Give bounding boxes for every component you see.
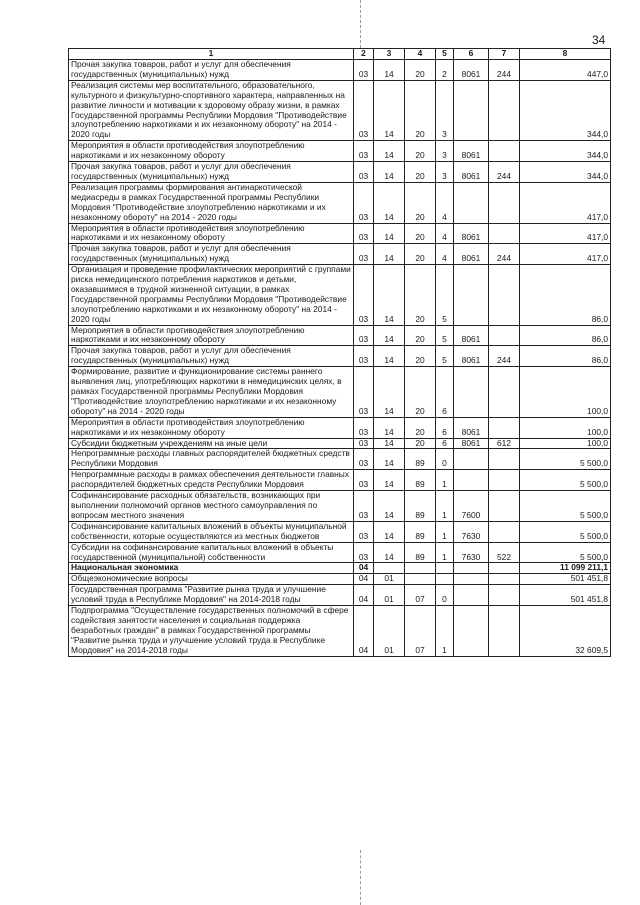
expense-type-cell: [489, 563, 520, 574]
row-name-cell: Мероприятия в области противодействия злоупотреблению наркотиками и их незаконному обороту: [69, 417, 354, 438]
subsection-cell: 14: [374, 470, 405, 491]
direction-cell: [454, 449, 489, 470]
expense-type-cell: [489, 223, 520, 244]
table-row: [69, 223, 611, 244]
subsection-cell: 14: [374, 325, 405, 346]
direction-cell: 8061: [454, 417, 489, 438]
table-row: [69, 491, 611, 522]
section-cell: 03: [354, 265, 374, 325]
row-name-cell: Софинансирование капитальных вложений в объекты муниципальной собственности, которые осуществляются из местных бюджетов: [69, 521, 354, 542]
subsection-cell: 01: [374, 574, 405, 585]
subprogram-cell: 3: [436, 80, 454, 140]
subsection-cell: [374, 563, 405, 574]
row-name-cell: Мероприятия в области противодействия злоупотреблению наркотиками и их незаконному обороту: [69, 141, 354, 162]
subprogram-cell: 2: [436, 60, 454, 81]
subprogram-cell: 6: [436, 417, 454, 438]
subprogram-cell: [436, 574, 454, 585]
subprogram-cell: 5: [436, 265, 454, 325]
subsection-cell: 14: [374, 223, 405, 244]
direction-cell: 8061: [454, 60, 489, 81]
subsection-cell: 14: [374, 438, 405, 449]
table-row: [69, 438, 611, 449]
table-row: [69, 346, 611, 367]
program-cell: 07: [405, 606, 436, 657]
amount-cell: 344,0: [520, 141, 611, 162]
amount-cell: 5 500,0: [520, 491, 611, 522]
row-name-cell: Подпрограмма "Осуществление государственных полномочий в сфере содействия занятости населения и социальная поддержка безработных граждан" в рамках Государственной программы "Развитие рынка труда и улучшение условий труда в Республике Мордовия" на 2014-2018 годы: [69, 606, 354, 657]
amount-cell: 417,0: [520, 182, 611, 223]
program-cell: 89: [405, 470, 436, 491]
row-name-cell: Прочая закупка товаров, работ и услуг для обеспечения государственных (муниципальных) нужд: [69, 244, 354, 265]
subsection-cell: 14: [374, 182, 405, 223]
program-cell: 07: [405, 585, 436, 606]
subprogram-cell: 1: [436, 521, 454, 542]
row-name-cell: Формирование, развитие и функционирование системы раннего выявления лиц, употребляющих наркотики в немедицинских целях, в рамках Государственной программы Республики Мордовия "Противодействие злоупотреблению наркотиками и их незаконному обороту" на 2014 - 2020 годы: [69, 367, 354, 418]
amount-cell: 86,0: [520, 265, 611, 325]
section-cell: 03: [354, 244, 374, 265]
expense-type-cell: [489, 574, 520, 585]
table-row: [69, 80, 611, 140]
table-row: [69, 367, 611, 418]
subprogram-cell: 4: [436, 182, 454, 223]
direction-cell: 8061: [454, 325, 489, 346]
amount-cell: 86,0: [520, 346, 611, 367]
subprogram-cell: 1: [436, 606, 454, 657]
expense-type-cell: 244: [489, 60, 520, 81]
row-name-cell: Прочая закупка товаров, работ и услуг для обеспечения государственных (муниципальных) нужд: [69, 346, 354, 367]
direction-cell: [454, 80, 489, 140]
program-cell: 20: [405, 244, 436, 265]
direction-cell: 7630: [454, 521, 489, 542]
direction-cell: [454, 574, 489, 585]
program-cell: 20: [405, 223, 436, 244]
expense-type-cell: 244: [489, 162, 520, 183]
program-cell: 89: [405, 521, 436, 542]
amount-cell: 32 609,5: [520, 606, 611, 657]
amount-cell: 417,0: [520, 244, 611, 265]
program-cell: [405, 563, 436, 574]
subsection-cell: 14: [374, 491, 405, 522]
subsection-cell: 14: [374, 521, 405, 542]
subprogram-cell: 1: [436, 542, 454, 563]
expense-type-cell: [489, 417, 520, 438]
table-row: [69, 585, 611, 606]
subsection-cell: 01: [374, 606, 405, 657]
section-cell: 03: [354, 367, 374, 418]
row-name-cell: Реализация программы формирования антинаркотической медиасреды в рамках Государственной программы Республики Мордовия "Противодействие злоупотреблению наркотиками и их незаконному обороту" на 2014 - 2020 годы: [69, 182, 354, 223]
row-name-cell: Реализация системы мер воспитательного, образовательного, культурного и физкультурно-спортивного характера, направленных на развитие личности и мотивации к здоровому образу жизни, в рамках Государственной программы Республики Мордовия "Противодействие злоупотреблению наркотиками и их незаконному обороту" на 2014 - 2020 годы: [69, 80, 354, 140]
subsection-cell: 01: [374, 585, 405, 606]
expense-type-cell: [489, 470, 520, 491]
subsection-cell: 14: [374, 346, 405, 367]
subprogram-cell: 5: [436, 325, 454, 346]
subprogram-cell: 5: [436, 346, 454, 367]
expense-type-cell: [489, 265, 520, 325]
section-cell: 03: [354, 325, 374, 346]
amount-cell: 447,0: [520, 60, 611, 81]
section-cell: 03: [354, 491, 374, 522]
section-cell: 03: [354, 417, 374, 438]
program-cell: 20: [405, 60, 436, 81]
amount-cell: 100,0: [520, 417, 611, 438]
program-cell: 20: [405, 80, 436, 140]
amount-cell: 417,0: [520, 223, 611, 244]
subprogram-cell: 1: [436, 470, 454, 491]
program-cell: 20: [405, 141, 436, 162]
direction-cell: 8061: [454, 141, 489, 162]
budget-table: [68, 48, 611, 657]
program-cell: 20: [405, 265, 436, 325]
subprogram-cell: 6: [436, 367, 454, 418]
direction-cell: 8061: [454, 244, 489, 265]
col-header-6: 6: [454, 49, 489, 60]
subprogram-cell: 4: [436, 244, 454, 265]
subsection-cell: 14: [374, 542, 405, 563]
subsection-cell: 14: [374, 80, 405, 140]
program-cell: 20: [405, 417, 436, 438]
subprogram-cell: 3: [436, 162, 454, 183]
table-row: [69, 244, 611, 265]
row-name-cell: Прочая закупка товаров, работ и услуг для обеспечения государственных (муниципальных) нужд: [69, 162, 354, 183]
subsection-cell: 14: [374, 60, 405, 81]
amount-cell: 11 099 211,1: [520, 563, 611, 574]
section-cell: 03: [354, 346, 374, 367]
direction-cell: [454, 367, 489, 418]
subprogram-cell: 0: [436, 449, 454, 470]
program-cell: 20: [405, 325, 436, 346]
row-name-cell: Софинансирование расходных обязательств, возникающих при выполнении полномочий органов местного самоуправления по вопросам местного значения: [69, 491, 354, 522]
expense-type-cell: [489, 585, 520, 606]
table-row: [69, 141, 611, 162]
table-row: [69, 574, 611, 585]
section-cell: 03: [354, 542, 374, 563]
table-row: [69, 449, 611, 470]
section-cell: 04: [354, 606, 374, 657]
section-cell: 03: [354, 141, 374, 162]
subprogram-cell: 3: [436, 141, 454, 162]
table-row: [69, 417, 611, 438]
section-cell: 03: [354, 80, 374, 140]
row-name-cell: Мероприятия в области противодействия злоупотреблению наркотиками и их незаконному обороту: [69, 325, 354, 346]
program-cell: 89: [405, 449, 436, 470]
expense-type-cell: 522: [489, 542, 520, 563]
direction-cell: [454, 265, 489, 325]
expense-type-cell: [489, 325, 520, 346]
program-cell: 20: [405, 367, 436, 418]
row-name-cell: Общеэкономические вопросы: [69, 574, 354, 585]
col-header-1: 1: [69, 49, 354, 60]
col-header-4: 4: [405, 49, 436, 60]
table-row: [69, 606, 611, 657]
row-name-cell: Субсидии на софинансирование капитальных вложений в объекты государственной (муниципальной) собственности: [69, 542, 354, 563]
subprogram-cell: [436, 563, 454, 574]
program-cell: [405, 574, 436, 585]
amount-cell: 501 451,8: [520, 585, 611, 606]
program-cell: 20: [405, 182, 436, 223]
row-name-cell: Непрограммные расходы главных распорядителей бюджетных средств Республики Мордовия: [69, 449, 354, 470]
col-header-8: 8: [520, 49, 611, 60]
amount-cell: 5 500,0: [520, 542, 611, 563]
amount-cell: 344,0: [520, 162, 611, 183]
row-name-cell: Национальная экономика: [69, 563, 354, 574]
program-cell: 20: [405, 346, 436, 367]
program-cell: 20: [405, 162, 436, 183]
direction-cell: [454, 182, 489, 223]
subsection-cell: 14: [374, 449, 405, 470]
direction-cell: 8061: [454, 162, 489, 183]
amount-cell: 86,0: [520, 325, 611, 346]
program-cell: 89: [405, 542, 436, 563]
direction-cell: [454, 585, 489, 606]
direction-cell: 8061: [454, 223, 489, 244]
amount-cell: 5 500,0: [520, 449, 611, 470]
amount-cell: 100,0: [520, 438, 611, 449]
section-cell: 04: [354, 574, 374, 585]
col-header-3: 3: [374, 49, 405, 60]
section-cell: 04: [354, 585, 374, 606]
section-cell: 03: [354, 449, 374, 470]
col-header-5: 5: [436, 49, 454, 60]
page-number: 34: [592, 33, 606, 47]
table-body: [69, 60, 611, 657]
section-cell: 03: [354, 223, 374, 244]
col-header-2: 2: [354, 49, 374, 60]
fold-line-top: [360, 0, 361, 48]
section-cell: 03: [354, 470, 374, 491]
table-row: [69, 162, 611, 183]
direction-cell: [454, 563, 489, 574]
fold-line-bottom: [360, 850, 361, 905]
table-row: [69, 542, 611, 563]
subprogram-cell: 0: [436, 585, 454, 606]
direction-cell: [454, 470, 489, 491]
subsection-cell: 14: [374, 265, 405, 325]
expense-type-cell: [489, 367, 520, 418]
expense-type-cell: [489, 521, 520, 542]
table-row: [69, 265, 611, 325]
amount-cell: 501 451,8: [520, 574, 611, 585]
expense-type-cell: 612: [489, 438, 520, 449]
direction-cell: [454, 606, 489, 657]
subsection-cell: 14: [374, 367, 405, 418]
direction-cell: 8061: [454, 346, 489, 367]
table-row: [69, 470, 611, 491]
section-cell: 03: [354, 521, 374, 542]
row-name-cell: Субсидии бюджетным учреждениям на иные цели: [69, 438, 354, 449]
subprogram-cell: 1: [436, 491, 454, 522]
subsection-cell: 14: [374, 162, 405, 183]
section-cell: 03: [354, 182, 374, 223]
subprogram-cell: 4: [436, 223, 454, 244]
expense-type-cell: [489, 80, 520, 140]
subprogram-cell: 6: [436, 438, 454, 449]
row-name-cell: Государственная программа "Развитие рынка труда и улучшение условий труда в Республике Мордовия" на 2014-2018 годы: [69, 585, 354, 606]
row-name-cell: Прочая закупка товаров, работ и услуг для обеспечения государственных (муниципальных) нужд: [69, 60, 354, 81]
table-row: [69, 60, 611, 81]
header-row: [69, 49, 611, 60]
direction-cell: 7630: [454, 542, 489, 563]
section-cell: 04: [354, 563, 374, 574]
program-cell: 89: [405, 491, 436, 522]
program-cell: 20: [405, 438, 436, 449]
expense-type-cell: 244: [489, 346, 520, 367]
expense-type-cell: [489, 449, 520, 470]
table-row: [69, 325, 611, 346]
expense-type-cell: [489, 606, 520, 657]
section-cell: 03: [354, 438, 374, 449]
row-name-cell: Мероприятия в области противодействия злоупотреблению наркотиками и их незаконному обороту: [69, 223, 354, 244]
expense-type-cell: [489, 182, 520, 223]
section-cell: 03: [354, 162, 374, 183]
direction-cell: 7600: [454, 491, 489, 522]
amount-cell: 100,0: [520, 367, 611, 418]
table-row: [69, 563, 611, 574]
table-row: [69, 521, 611, 542]
amount-cell: 5 500,0: [520, 521, 611, 542]
row-name-cell: Непрограммные расходы в рамках обеспечения деятельности главных распорядителей бюджетных средств Республики Мордовия: [69, 470, 354, 491]
expense-type-cell: 244: [489, 244, 520, 265]
expense-type-cell: [489, 141, 520, 162]
section-cell: 03: [354, 60, 374, 81]
direction-cell: 8061: [454, 438, 489, 449]
row-name-cell: Организация и проведение профилактических мероприятий с группами риска немедицинского потребления наркотиков и детьми, оказавшимися в трудной жизненной ситуации, в рамках Государственной программы Республики Мордовия "Противодействие злоупотреблению наркотиками и их незаконному обороту" на 2014 - 2020 годы: [69, 265, 354, 325]
subsection-cell: 14: [374, 417, 405, 438]
col-header-7: 7: [489, 49, 520, 60]
subsection-cell: 14: [374, 141, 405, 162]
table-row: [69, 182, 611, 223]
expense-type-cell: [489, 491, 520, 522]
amount-cell: 344,0: [520, 80, 611, 140]
subsection-cell: 14: [374, 244, 405, 265]
amount-cell: 5 500,0: [520, 470, 611, 491]
